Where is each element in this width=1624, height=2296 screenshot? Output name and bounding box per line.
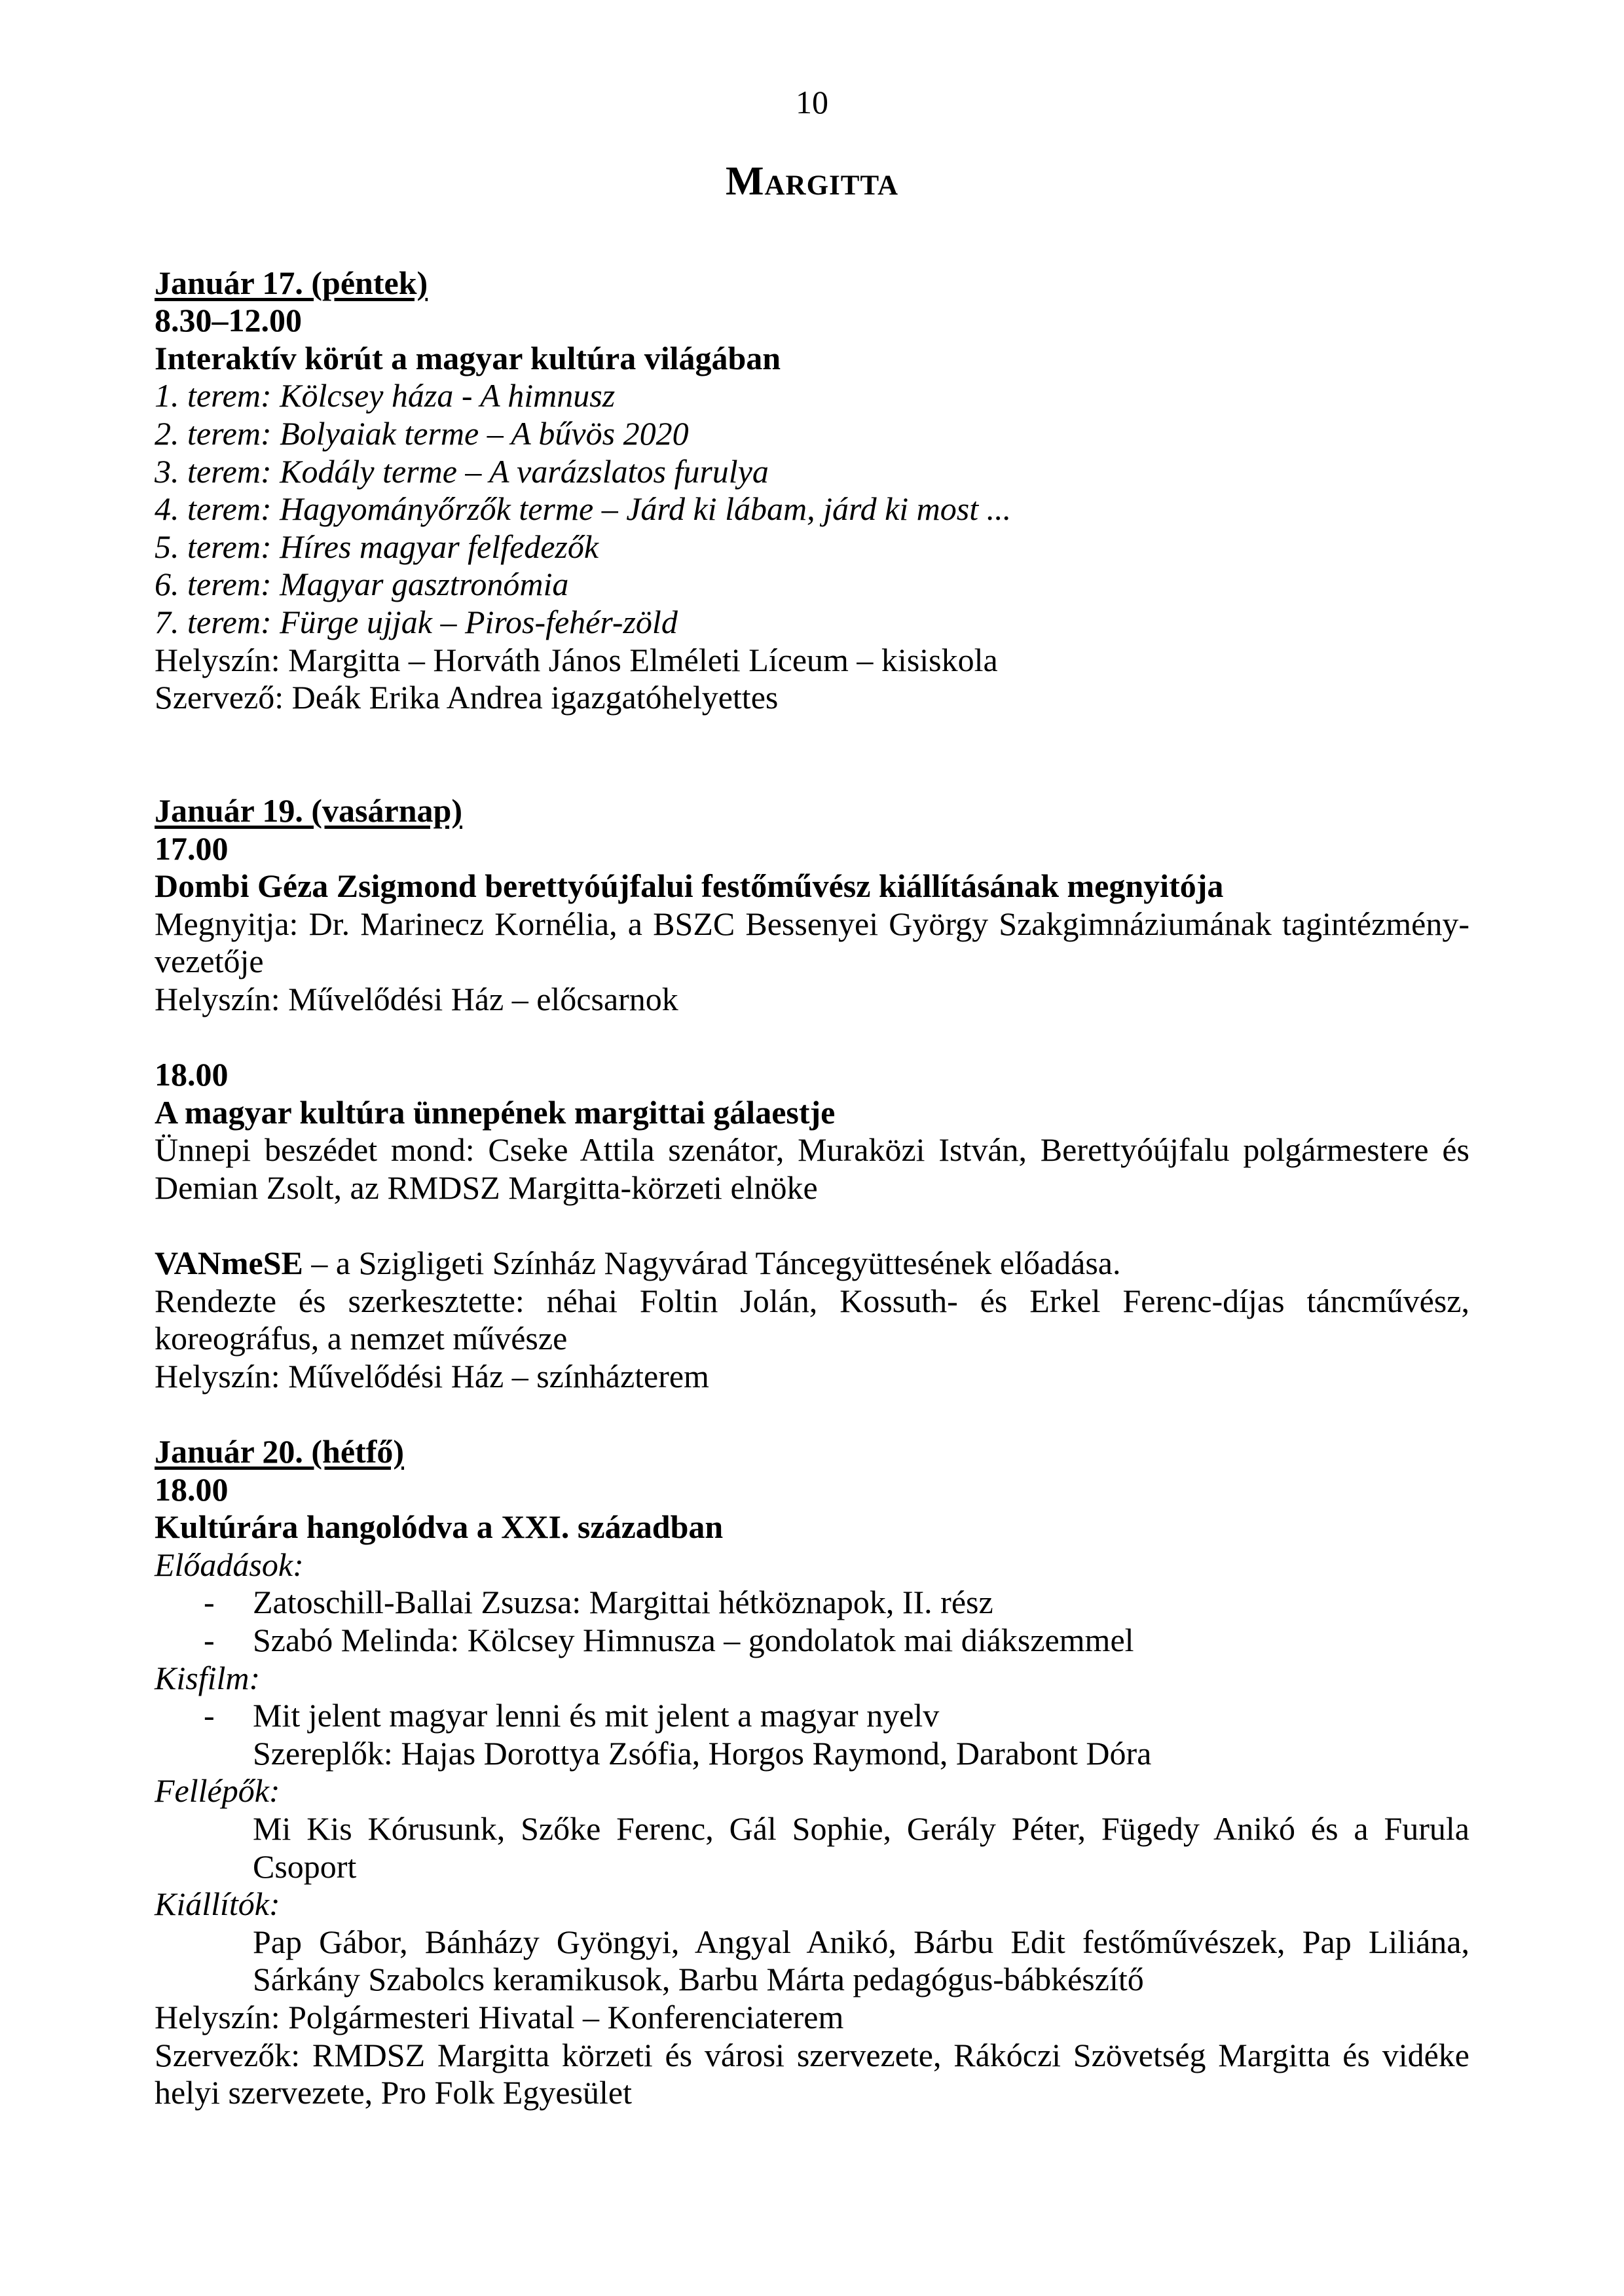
blank-line bbox=[155, 1207, 1469, 1245]
venue-line: Helyszín: Művelődési Ház – előcsarnok bbox=[155, 980, 678, 1017]
room-line-5: 5. terem: Híres magyar felfedezők bbox=[155, 528, 599, 565]
credits-line-2: koreográfus, a nemzet művésze bbox=[155, 1320, 568, 1357]
list-item-lecture-1: - Zatoschill-Ballai Zsuzsa: Margittai hétköznapok, II. rész bbox=[204, 1584, 993, 1621]
room-line-7: 7. terem: Fürge ujjak – Piros-fehér-zöld bbox=[155, 603, 678, 640]
room-line-3: 3. terem: Kodály terme – A varázslatos furulya bbox=[155, 452, 769, 490]
film-label: Kisfilm: bbox=[155, 1659, 261, 1696]
opener-line-1: Megnyitja: Dr. Marinecz Kornélia, a BSZC Bessenyei György Szakgimnáziumának tagintézmény- bbox=[155, 905, 1469, 942]
event-time: 18.00 bbox=[155, 1470, 229, 1508]
room-line-2: 2. terem: Bolyaiak terme – A bűvös 2020 bbox=[155, 414, 689, 452]
venue-line: Helyszín: Margitta – Horváth János Elméleti Líceum – kisiskola bbox=[155, 641, 998, 678]
organizers-line-2: helyi szervezete, Pro Folk Egyesület bbox=[155, 2074, 632, 2111]
show-title: VANmeSE bbox=[155, 1245, 303, 1282]
speech-line-1: Ünnepi beszédet mond: Cseke Attila szenátor, Muraközi István, Berettyóújfalu polgármestere és bbox=[155, 1131, 1469, 1169]
show-line bbox=[155, 1245, 1469, 1283]
show-description: – a Szigligeti Színház Nagyvárad Táncegyüttesének előadása. bbox=[303, 1245, 1121, 1282]
date-heading-jan20: Január 20. (hétfő) bbox=[155, 1433, 405, 1470]
exhibitors-line-1: Pap Gábor, Bánházy Gyöngyi, Angyal Anikó, Bárbu Edit festőművészek, Pap Liliána, bbox=[253, 1923, 1469, 1960]
exhibitors-line-2: Sárkány Szabolcs keramikusok, Barbu Márta pedagógus-bábkészítő bbox=[253, 1961, 1144, 1998]
document-title-text: Margitta bbox=[725, 158, 899, 204]
date-heading-jan17: Január 17. (péntek) bbox=[155, 264, 428, 301]
page-number: 10 bbox=[796, 84, 828, 120]
organizer-line: Szervező: Deák Erika Andrea igazgatóhelyettes bbox=[155, 679, 779, 716]
speech-line-2: Demian Zsolt, az RMDSZ Margitta-körzeti elnöke bbox=[155, 1169, 818, 1206]
list-dash: - bbox=[204, 1621, 215, 1658]
opener-line-2: vezetője bbox=[155, 943, 264, 980]
organizers-line-1: Szervezők: RMDSZ Margitta körzeti és városi szervezete, Rákóczi Szövetség Margitta és vidéke bbox=[155, 2036, 1469, 2073]
blank-line bbox=[155, 1395, 1469, 1433]
room-line-6: 6. terem: Magyar gasztronómia bbox=[155, 566, 569, 603]
lectures-label: Előadások: bbox=[155, 1546, 304, 1583]
list-dash: - bbox=[204, 1697, 215, 1734]
date-heading-jan19: Január 19. (vasárnap) bbox=[155, 792, 462, 829]
credits-line-1: Rendezte és szerkesztette: néhai Foltin Jolán, Kossuth- és Erkel Ferenc-díjas táncművész, bbox=[155, 1282, 1469, 1319]
list-dash: - bbox=[204, 1584, 215, 1621]
event-title: Dombi Géza Zsigmond berettyóújfalui festőművész kiállításának megnyitója bbox=[155, 867, 1224, 905]
document-title bbox=[155, 159, 1469, 204]
blank-line bbox=[155, 754, 1469, 792]
exhibitors-label: Kiállítók: bbox=[155, 1886, 280, 1923]
performers-line-1: Mi Kis Kórusunk, Szőke Ferenc, Gál Sophie, Gerály Péter, Fügedy Anikó és a Furula bbox=[253, 1810, 1469, 1847]
room-line-1: 1. terem: Kölcsey háza - A himnusz bbox=[155, 377, 616, 414]
venue-line: Helyszín: Polgármesteri Hivatal – Konferenciaterem bbox=[155, 1998, 844, 2035]
venue-line: Helyszín: Művelődési Ház – színházterem bbox=[155, 1357, 709, 1394]
performers-line-2: Csoport bbox=[253, 1848, 357, 1885]
performers-label: Fellépők: bbox=[155, 1772, 280, 1810]
room-line-4: 4. terem: Hagyományőrzők terme – Járd ki lábam, járd ki most ... bbox=[155, 490, 1012, 528]
event-time: 8.30–12.00 bbox=[155, 302, 302, 339]
event-title: Kultúrára hangolódva a XXI. században bbox=[155, 1508, 724, 1546]
event-title: Interaktív körút a magyar kultúra világában bbox=[155, 339, 781, 376]
blank-line bbox=[155, 1018, 1469, 1056]
event-time: 17.00 bbox=[155, 829, 229, 867]
list-item-lecture-2: - Szabó Melinda: Kölcsey Himnusza – gondolatok mai diákszemmel bbox=[204, 1621, 1134, 1658]
list-item-film-1: - Mit jelent magyar lenni és mit jelent a magyar nyelv bbox=[204, 1697, 940, 1734]
blank-line bbox=[155, 717, 1469, 755]
event-title: A magyar kultúra ünnepének margittai gálaestje bbox=[155, 1093, 836, 1131]
film-cast-line: Szereplők: Hajas Dorottya Zsófia, Horgos Raymond, Darabont Dóra bbox=[253, 1734, 1152, 1772]
event-time: 18.00 bbox=[155, 1056, 229, 1093]
